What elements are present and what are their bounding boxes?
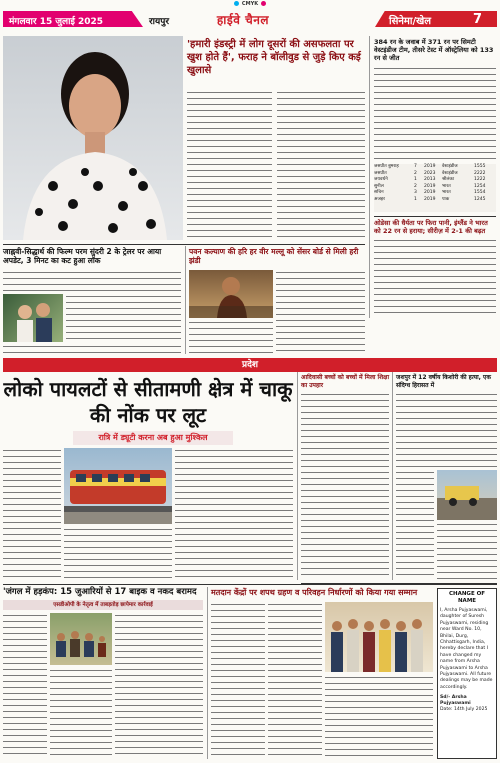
- notice-text: I, Arsha Pujyaswami, daughter of Suresh Pujyaswami, residing near Ward No. 10, Bhilai, Durg, Chhattisgarh, India, hereby declare that I have changed my name from Arsha Pujyaswami to Arsha Pujyaswami. All future dealings may be made accordingly.: [440, 608, 493, 690]
- loco-body-col2: [64, 527, 172, 580]
- cricket-body: [374, 66, 496, 162]
- notice-title: CHANGE OF NAME: [448, 591, 486, 604]
- table-row: अजहर 1 2019 पाक 1245: [374, 196, 486, 202]
- notice-signoff: Sd/- Arsha Pujyaswami: [440, 695, 471, 707]
- loco-body-col3: [175, 448, 293, 580]
- tiger-body-col2: [50, 668, 112, 759]
- janhvi-photo: [3, 294, 63, 342]
- pradesh-label: प्रदेश: [241, 360, 259, 370]
- road-photo: [437, 470, 497, 520]
- janhvi-body-right: [66, 294, 181, 342]
- channel-logo: हाईवे चैनल: [216, 12, 270, 27]
- name-change-notice: [437, 588, 497, 759]
- cricket-stats-table: [374, 164, 496, 212]
- farah-body-col1: [187, 90, 272, 240]
- pawan-body-left: [189, 320, 273, 354]
- farah-headline: 'हमारी इंडस्ट्री में लोग दूसरों की असफलता पर खुश होते हैं', फराह ने बॉलीवुड से जुड़े किए कई खुलासे: [187, 39, 361, 76]
- farah-photo: [3, 36, 183, 240]
- pawan-photo: [189, 270, 273, 318]
- brand-mark: CMYK: [241, 0, 259, 7]
- page-header: [3, 9, 497, 30]
- train-photo: [64, 448, 172, 524]
- tiger-headline: 'जंगल में हड़कंप: 15 जुआरियों से 17 बाइक व नकद बरामद: [3, 587, 197, 597]
- col3-body-lower: [396, 470, 434, 580]
- sports2-body: [374, 238, 496, 318]
- section-title: सिनेमा/खेल: [389, 16, 432, 27]
- notice-date: Date: 14th July 2025: [440, 707, 488, 713]
- meeting-headline: मतदान केंद्रों पर शपथ ग्रहण व परिवहन निर्धारणों को किया गया सम्मान: [211, 588, 418, 597]
- col3-body: [396, 392, 497, 468]
- farah-body-col2: [277, 90, 365, 240]
- city-label: रायपुर: [149, 17, 170, 27]
- table-row: जसप्रीत बुमराह 7 2019 वेस्टइंडीज 1555: [374, 164, 486, 169]
- pawan-headline: पवन कल्याण की हरि हर वीर मल्लू को सेंसर बोर्ड से मिली हरी झंडी: [189, 247, 359, 265]
- loco-body-col1: [3, 448, 61, 580]
- col3-body-lower2: [437, 522, 497, 580]
- tiger-body-col1: [3, 613, 47, 759]
- date-label: मंगलवार 15 जुलाई 2025: [9, 17, 104, 27]
- janhvi-headline: जाह्नवी-सिद्धार्थ की फिल्म परम सुंदरी 2 के ट्रेलर पर आया अपडेट, 3 मिनट का कट हुआ लॉक: [3, 247, 162, 265]
- sports2-headline: ओडेसा की धैर्यता पर फिरा पानी, इंग्लैंड ने भारत को 22 रन से हराया; सीरीज़ में 2-1 की बढ़त: [374, 219, 488, 235]
- pradesh-main-headline: लोको पायलटों से सीतामणी क्षेत्र में चाकू की नोंक पर लूट: [3, 377, 293, 427]
- table-row: जसप्रीत 2 2023 वेस्टइंडीज 2222: [374, 170, 486, 176]
- tiger-photo: [50, 613, 112, 665]
- janhvi-body-bottom: [3, 344, 181, 354]
- tiger-body-col3: [115, 613, 203, 759]
- pawan-body-right: [276, 270, 365, 354]
- meeting-body-col2: [268, 602, 322, 759]
- pradesh-section-bar: [3, 358, 497, 372]
- table-row: सुनील 2 2019 भारत 1254: [374, 183, 486, 189]
- print-register-strip: [0, 0, 500, 7]
- table-row: सचिन 3 2019 भारत 1554: [374, 190, 486, 195]
- meeting-body-col3: [325, 675, 433, 759]
- meeting-photo: [325, 602, 433, 672]
- cricket-headline: 384 रन के जवाब में 371 रन पर सिमटी वेस्टइंडीज टीम, तीसरे टेस्ट में ऑस्ट्रेलिया को 133 रन से जीत: [374, 38, 494, 62]
- tiger-subhead: एसडीओपी के नेतृत्व में ताबड़तोड़ छापेमार कार्रवाई: [3, 600, 203, 610]
- col2-body: [301, 392, 389, 580]
- meeting-body-col1: [211, 602, 265, 759]
- page-number: 7: [473, 12, 483, 27]
- col2-headline: आदिवासी बच्चों को बच्चों में मिला शिक्षा का उपहार: [301, 374, 390, 389]
- col3-headline: जशपुर में 12 वर्षीय किशोरी की हत्या, एक संदिग्ध हिरासत में: [396, 374, 491, 389]
- table-row: जयवर्धने 1 2013 श्रीलंका 1222: [374, 177, 486, 182]
- janhvi-body-top: [3, 270, 181, 292]
- pradesh-main-subhead: रात्रि में ड्यूटी करना अब हुआ मुश्किल: [73, 431, 233, 445]
